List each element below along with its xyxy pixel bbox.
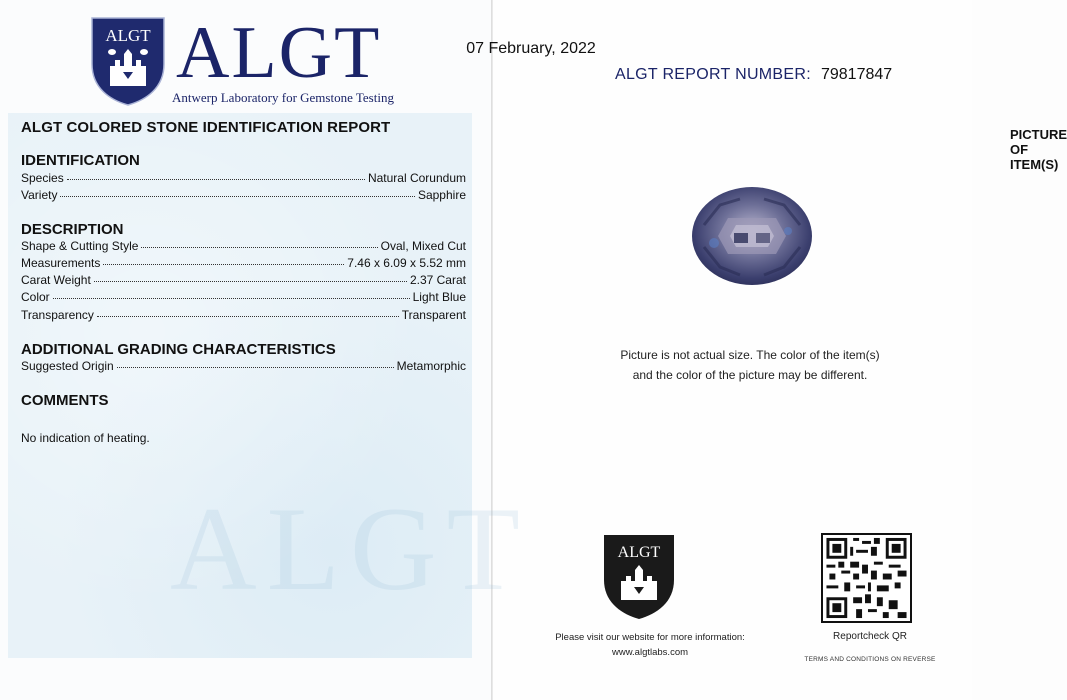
comment-text: No indication of heating. [21,431,150,445]
field-label: Variety [21,188,58,202]
report-number-row [615,66,892,84]
field-label: Transparency [21,308,94,322]
dot-leader [103,254,344,265]
field-value: Natural Corundum [367,171,466,185]
field-transparency [21,308,466,324]
algt-logo-header [90,12,410,108]
terms-note: TERMS AND CONDITIONS ON REVERSE [804,656,936,663]
disclaimer-line-1: Picture is not actual size. The color of the item(s) [620,348,880,362]
website-info [520,630,780,660]
description-heading: DESCRIPTION [21,221,124,238]
dot-leader [141,237,377,248]
qr-code-icon [823,535,910,621]
field-species [21,171,466,187]
algt-shield-icon [90,16,166,106]
report-date: 07 February, 2022 [466,40,596,57]
gem-image [690,185,814,287]
field-value: 2.37 Carat [409,273,466,287]
field-color [21,290,466,306]
field-value: 7.46 x 6.09 x 5.52 mm [347,256,466,270]
svg-text:ALGT: ALGT [105,26,151,45]
watermark: ALGT [170,482,530,615]
comments-heading: COMMENTS [21,392,109,409]
field-value: Sapphire [417,188,466,202]
dot-leader [117,357,394,368]
reportcheck-qr-code[interactable] [821,533,912,623]
svg-text:ALGT: ALGT [617,544,661,561]
field-carat-weight [21,273,466,289]
field-value: Oval, Mixed Cut [380,239,466,253]
field-label: Species [21,171,64,185]
dot-leader [97,306,399,317]
field-label: Carat Weight [21,273,91,287]
field-label: Measurements [21,256,101,270]
algt-tagline: Antwerp Laboratory for Gemstone Testing [172,90,394,105]
website-link[interactable]: www.algtlabs.com [611,647,689,658]
report-title: ALGT COLORED STONE IDENTIFICATION REPORT [21,119,391,136]
disclaimer-line-2: and the color of the picture may be different. [632,368,868,382]
algt-footer-shield-icon [603,534,675,620]
qr-caption: Reportcheck QR [833,631,907,642]
picture-title: PICTURE OF ITEM(S) [1010,127,1067,172]
report-number-label: ALGT REPORT NUMBER: [615,66,811,83]
field-label: Color [21,290,50,304]
report-number-value: 79817847 [820,66,893,83]
field-measurements [21,256,466,272]
dot-leader [94,271,407,282]
field-label: Shape & Cutting Style [21,239,139,253]
additional-heading: ADDITIONAL GRADING CHARACTERISTICS [21,341,336,358]
field-value: Transparent [401,308,466,322]
identification-heading: IDENTIFICATION [21,152,140,169]
field-shape-cutting-style [21,239,466,255]
algt-wordmark: ALGT [176,12,382,94]
dot-leader [53,288,410,299]
field-value: Metamorphic [396,359,466,373]
field-variety [21,188,466,204]
picture-disclaimer [580,345,920,385]
visit-text: Please visit our website for more information: [555,632,745,643]
dot-leader [60,186,414,197]
field-suggested-origin [21,359,466,375]
field-value: Light Blue [412,290,466,304]
field-label: Suggested Origin [21,359,114,373]
